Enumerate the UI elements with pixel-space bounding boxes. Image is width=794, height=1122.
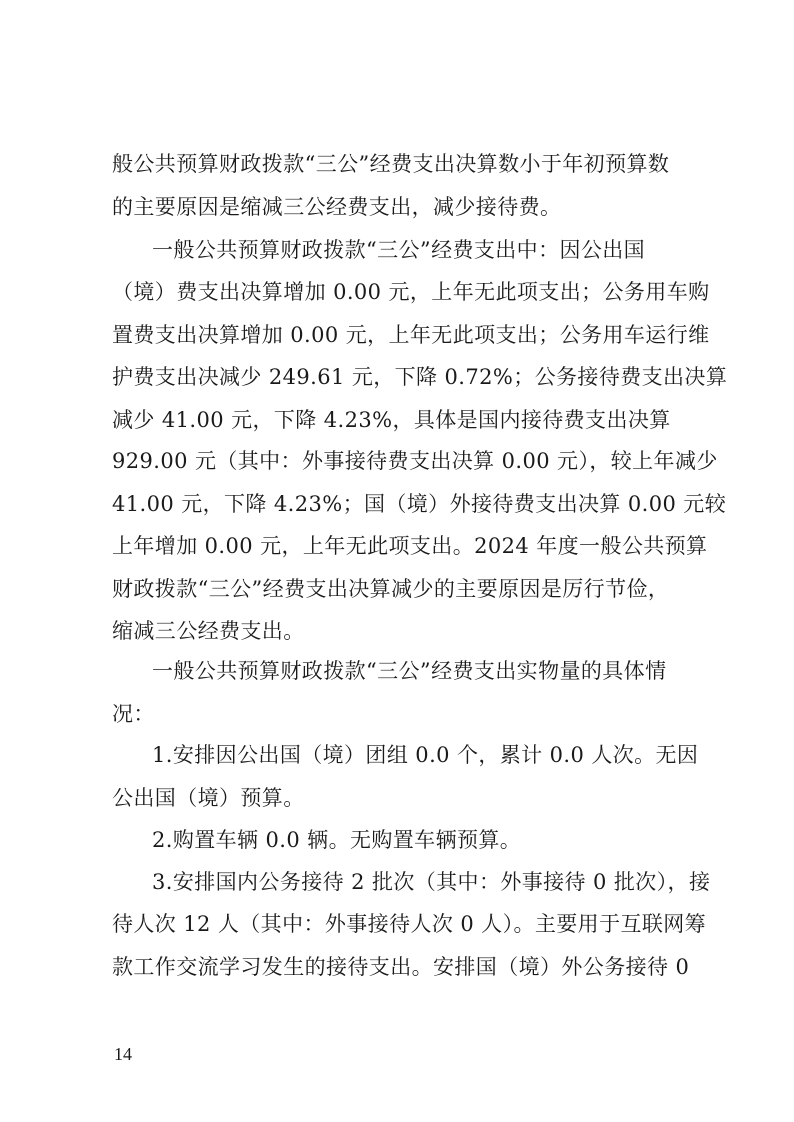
body-text-line: 减少 41.00 元，下降 4.23%，具体是国内接待费支出决算 — [112, 408, 671, 432]
body-text-line: 上年增加 0.00 元，上年无此项支出。2024 年度一般公共预算 — [112, 534, 708, 558]
body-text-line: 41.00 元，下降 4.23%；国（境）外接待费支出决算 0.00 元较 — [112, 492, 727, 516]
body-text-line: 款工作交流学习发生的接待支出。安排国（境）外公务接待 0 — [112, 955, 690, 979]
body-text-line: 3.安排国内公务接待 2 批次（其中：外事接待 0 批次），接 — [152, 870, 711, 894]
body-text-line: 护费支出决减少 249.61 元，下降 0.72%；公务接待费支出决算 — [112, 365, 728, 389]
body-text-line: 一般公共预算财政拨款“三公”经费支出中：因公出国 — [152, 238, 646, 262]
body-text-line: 缩减三公经费支出。 — [112, 619, 305, 643]
body-text-line: 一般公共预算财政拨款“三公”经费支出实物量的具体情 — [152, 659, 667, 683]
page-number: 14 — [114, 1044, 132, 1064]
body-text-line: 2.购置车辆 0.0 辆。无购置车辆预算。 — [152, 828, 522, 852]
body-text-line: 待人次 12 人（其中：外事接待人次 0 人）。主要用于互联网筹 — [112, 912, 707, 936]
body-text-line: 929.00 元（其中：外事接待费支出决算 0.00 元），较上年减少 — [112, 449, 718, 473]
body-text-line: （境）费支出决算增加 0.00 元，上年无此项支出；公务用车购 — [112, 280, 710, 304]
body-text-line: 财政拨款“三公”经费支出决算减少的主要原因是厉行节俭， — [112, 577, 670, 601]
body-text-line: 般公共预算财政拨款“三公”经费支出决算数小于年初预算数 — [112, 152, 670, 176]
body-text-line: 的主要原因是缩减三公经费支出，减少接待费。 — [112, 195, 562, 219]
body-text-line: 置费支出决算增加 0.00 元，上年无此项支出；公务用车运行维 — [112, 323, 710, 347]
body-text-line: 1.安排因公出国（境）团组 0.0 个，累计 0.0 人次。无因 — [152, 743, 699, 767]
body-text-line: 公出国（境）预算。 — [112, 786, 305, 810]
body-text-line: 况： — [112, 702, 155, 726]
